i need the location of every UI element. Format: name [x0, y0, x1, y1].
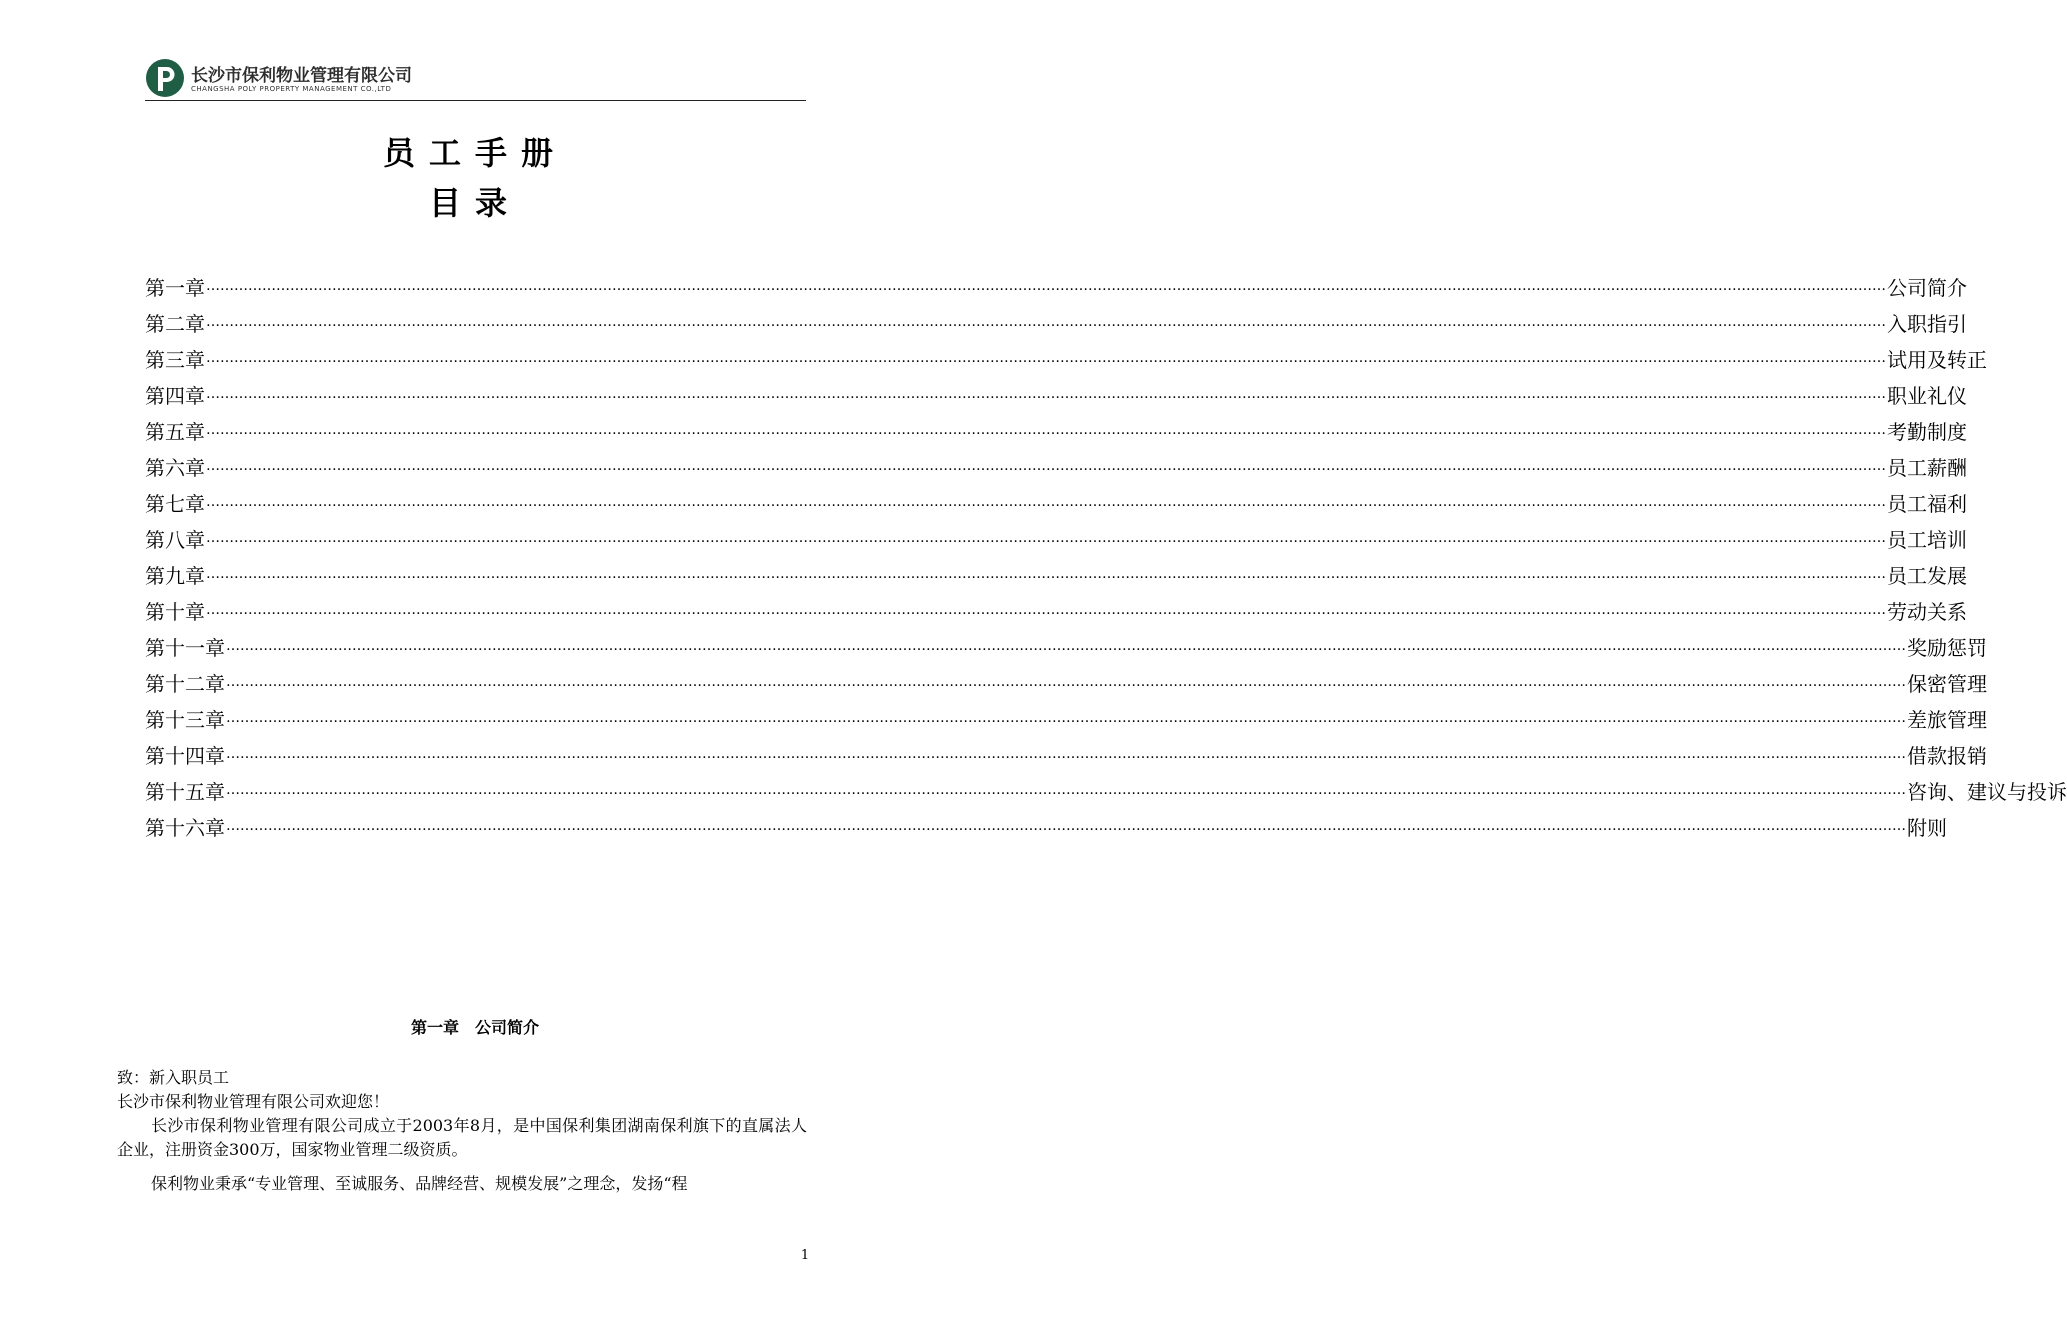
- company-name-en: CHANGSHA POLY PROPERTY MANAGEMENT CO.,LTD: [191, 85, 392, 93]
- page-header: [145, 55, 806, 103]
- toc-chapter-title: 保密管理: [1907, 671, 1987, 696]
- toc-entry: [145, 268, 1967, 304]
- greeting-line: 致：新入职员工: [117, 1068, 230, 1087]
- header-divider: [145, 100, 806, 101]
- intro-paragraph: 长沙市保利物业管理有限公司成立于2003年8月，是中国保利集团湖南保利旗下的直属法人企业，注册资金300万，国家物业管理二级资质。: [117, 1116, 807, 1159]
- toc-leader-dots: ………………………………………………………………………………………………………………………………………………………………………………………………………………………………………………………………………………………………………………………………: [226, 782, 1906, 798]
- toc-chapter-title: 借款报销: [1907, 743, 1987, 768]
- toc-chapter-title: 试用及转正: [1887, 347, 1987, 372]
- toc-chapter-number: 第一章: [145, 275, 205, 300]
- toc-leader-dots: ………………………………………………………………………………………………………………………………………………………………………………………………………………………………………………………………………………………………………………………………: [206, 602, 1886, 618]
- toc-entry: [145, 520, 1967, 556]
- toc-chapter-title: 员工发展: [1887, 563, 1967, 588]
- toc-entry: [145, 700, 1987, 736]
- toc-entry: [145, 340, 1987, 376]
- toc-chapter-title: 职业礼仪: [1887, 383, 1967, 408]
- toc-entry: [145, 448, 1967, 484]
- toc-chapter-number: 第十四章: [145, 743, 225, 768]
- chapter-heading: 第一章 公司简介: [410, 1018, 539, 1037]
- company-logo-icon: [145, 58, 185, 98]
- toc-chapter-title: 差旅管理: [1907, 707, 1987, 732]
- toc-leader-dots: ………………………………………………………………………………………………………………………………………………………………………………………………………………………………………………………………………………………………………………………………: [226, 746, 1906, 762]
- toc-chapter-number: 第八章: [145, 527, 205, 552]
- toc-entry: [145, 808, 1947, 844]
- toc-chapter-title: 劳动关系: [1887, 599, 1967, 624]
- toc-leader-dots: ………………………………………………………………………………………………………………………………………………………………………………………………………………………………………………………………………………………………………………………………: [206, 314, 1886, 330]
- toc-chapter-title: 考勤制度: [1887, 419, 1967, 444]
- toc-chapter-number: 第七章: [145, 491, 205, 516]
- toc-chapter-number: 第四章: [145, 383, 205, 408]
- toc-chapter-number: 第六章: [145, 455, 205, 480]
- toc-chapter-title: 奖励惩罚: [1907, 635, 1987, 660]
- toc-entry: [145, 556, 1967, 592]
- toc-chapter-number: 第五章: [145, 419, 205, 444]
- toc-leader-dots: ………………………………………………………………………………………………………………………………………………………………………………………………………………………………………………………………………………………………………………………………: [206, 350, 1886, 366]
- toc-chapter-title: 咨询、建议与投诉: [1907, 779, 2067, 804]
- toc-chapter-number: 第十三章: [145, 707, 225, 732]
- toc-chapter-number: 第九章: [145, 563, 205, 588]
- toc-chapter-title: 员工培训: [1887, 527, 1967, 552]
- toc-leader-dots: ………………………………………………………………………………………………………………………………………………………………………………………………………………………………………………………………………………………………………………………………: [206, 566, 1886, 582]
- toc-entry: [145, 412, 1967, 448]
- toc-chapter-title: 公司简介: [1887, 275, 1967, 300]
- toc-chapter-title: 员工薪酬: [1887, 455, 1967, 480]
- toc-chapter-number: 第二章: [145, 311, 205, 336]
- document-title: 员工手册: [382, 134, 567, 172]
- toc-leader-dots: ………………………………………………………………………………………………………………………………………………………………………………………………………………………………………………………………………………………………………………………………: [226, 710, 1906, 726]
- toc-leader-dots: ………………………………………………………………………………………………………………………………………………………………………………………………………………………………………………………………………………………………………………………………: [206, 278, 1886, 294]
- philosophy-paragraph: 保利物业秉承“专业管理、至诚服务、品牌经营、规模发展”之理念，发扬“程: [151, 1174, 688, 1193]
- toc-entry: [145, 376, 1967, 412]
- toc-leader-dots: ………………………………………………………………………………………………………………………………………………………………………………………………………………………………………………………………………………………………………………………………: [206, 494, 1886, 510]
- page-number: 1: [800, 1248, 810, 1263]
- company-name-cn: 长沙市保利物业管理有限公司: [191, 66, 412, 86]
- toc-leader-dots: ………………………………………………………………………………………………………………………………………………………………………………………………………………………………………………………………………………………………………………………………: [206, 530, 1886, 546]
- welcome-line: 长沙市保利物业管理有限公司欢迎您！: [117, 1092, 390, 1111]
- toc-entry: [145, 592, 1967, 628]
- toc-chapter-number: 第十六章: [145, 815, 225, 840]
- toc-chapter-number: 第十五章: [145, 779, 225, 804]
- toc-entry: [145, 304, 1967, 340]
- toc-entry: [145, 772, 2067, 808]
- toc-entry: [145, 628, 1987, 664]
- toc-entry: [145, 664, 1987, 700]
- toc-chapter-title: 员工福利: [1887, 491, 1967, 516]
- toc-chapter-number: 第十一章: [145, 635, 225, 660]
- toc-entry: [145, 484, 1967, 520]
- toc-chapter-title: 入职指引: [1887, 311, 1967, 336]
- toc-leader-dots: ………………………………………………………………………………………………………………………………………………………………………………………………………………………………………………………………………………………………………………………………: [206, 458, 1886, 474]
- toc-chapter-number: 第三章: [145, 347, 205, 372]
- toc-leader-dots: ………………………………………………………………………………………………………………………………………………………………………………………………………………………………………………………………………………………………………………………………: [206, 386, 1886, 402]
- toc-title: 目录: [428, 184, 521, 222]
- toc-leader-dots: ………………………………………………………………………………………………………………………………………………………………………………………………………………………………………………………………………………………………………………………………: [226, 818, 1906, 834]
- toc-chapter-number: 第十二章: [145, 671, 225, 696]
- toc-entry: [145, 736, 1987, 772]
- toc-chapter-number: 第十章: [145, 599, 205, 624]
- toc-leader-dots: ………………………………………………………………………………………………………………………………………………………………………………………………………………………………………………………………………………………………………………………………: [226, 638, 1906, 654]
- table-of-contents: [145, 268, 2067, 844]
- chapter-body: [117, 1066, 807, 1196]
- toc-chapter-title: 附则: [1907, 815, 1947, 840]
- toc-leader-dots: ………………………………………………………………………………………………………………………………………………………………………………………………………………………………………………………………………………………………………………………………: [206, 422, 1886, 438]
- toc-leader-dots: ………………………………………………………………………………………………………………………………………………………………………………………………………………………………………………………………………………………………………………………………: [226, 674, 1906, 690]
